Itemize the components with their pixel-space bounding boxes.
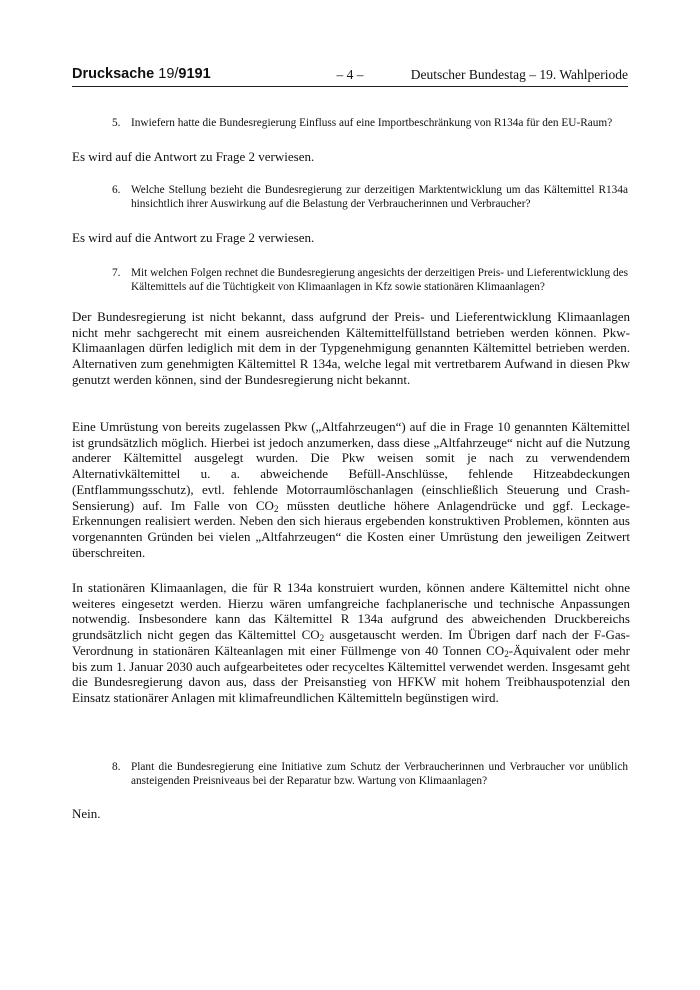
question-number: 8. (112, 761, 121, 773)
answer-5: Es wird auf die Antwort zu Frage 2 verwiesen. (72, 149, 315, 164)
answer-7-paragraph-3: In stationären Klimaanlagen, die für R 134a konstruiert wurden, können andere Kältemittel nicht ohne weiteres eingesetzt werden. Hierzu wären umfangreiche fachplanerische und technische Anpassungen notwendig. Insbesondere kann das Kältemittel R 134a aufgrund des abweichenden Druckbereichs grundsätzlich nicht gegen das Kältemittel $CO_2$ ausgetauscht werden. Im Übrigen darf nach der F-Gas-Verordnung in stationären Kälteanlagen mit einer Füllmenge von 40 Tonnen $CO_2$-Äquivalent oder mehr bis zum 1. Januar 2030 auch aufgearbeitetes oder recyceltes Kältemittel verwendet werden. Insgesamt geht die Bundesregierung davon aus, dass der Preisanstieg von HFKW mit hohem Treibhauspotenzial den Einsatz stationärer Anlagen mit klimafreundlichen Kältemitteln begünstigen wird. (72, 580, 630, 705)
doc-series: 19/ (158, 66, 179, 82)
question-text: Welche Stellung bezieht die Bundesregierung zur derzeitigen Marktentwicklung um das Kältemittel R134a hinsichtlich ihrer Auswirkung auf die Belastung der Verbraucherinnen und Verbraucher? (131, 184, 628, 211)
question-number: 5. (112, 117, 121, 129)
answer-6: Es wird auf die Antwort zu Frage 2 verwiesen. (72, 230, 315, 245)
answer-7-paragraph-1: Der Bundesregierung ist nicht bekannt, dass aufgrund der Preis- und Lieferentwicklung Klimaanlagen nicht mehr sachgerecht mit einem ausreichenden Kältemittelfüllstand betrieben werden können. Pkw-Klimaanlagen dürfen lediglich mit dem in der Typgenehmigung genannten Kältemittel betrieben werden. Alternativen zum genehmigten Kältemittel R 134a, welche legal mit vertretbarem Aufwand in diesen Pkw genutzt werden können, sind der Bundesregierung nicht bekannt. (72, 309, 630, 387)
institution-label: Deutscher Bundestag – 19. Wahlperiode (410, 67, 628, 82)
question-text: Plant die Bundesregierung eine Initiative zum Schutz der Verbraucherinnen und Verbraucher vor unüblich ansteigenden Preisniveaus bei der Reparatur bzw. Wartung von Klimaanlagen? (131, 761, 628, 788)
answer-8: Nein. (72, 806, 101, 821)
question-number: 7. (112, 267, 121, 279)
question-8 (112, 760, 628, 788)
doc-number: 9191 (178, 66, 211, 82)
page-header (72, 66, 628, 87)
page-number: – 4 – (336, 67, 364, 82)
question-text: Mit welchen Folgen rechnet die Bundesregierung angesichts der derzeitigen Preis- und Lieferentwicklung des Kältemittels auf die Tüchtigkeit von Klimaanlagen in Kfz sowie stationären Klimaanlagen? (131, 267, 628, 294)
question-5 (112, 116, 628, 130)
answer-7-paragraph-2: Eine Umrüstung von bereits zugelassen Pkw („Altfahrzeugen“) auf die in Frage 10 genannten Kältemittel ist grundsätzlich möglich. Hierbei ist jedoch anzumerken, dass diese „Altfahrzeuge“ nicht auf die Nutzung anderer Kältemittel ausgelegt wurden. Die Pkw weisen somit je nach zu verwendendem Alternativkältemittel u. a. abweichende Befüll-Anschlüsse, fehlende Hitzeabdeckungen (Entflammungsschutz), evtl. fehlende Motorraumlöschanlagen (einschließlich Steuerung und Crash-Sensierung) auf. Im Falle von $CO_2$ müssten deutliche höhere Anlagendrücke und ggf. Leckage-Erkennungen realisiert werden. Neben den sich hieraus ergebenden konstruktiven Problemen, könnten aus vorgenannten Gründen bei vielen „Altfahrzeugen“ die Kosten einer Umrüstung den jeweiligen Zeitwert überschreiten. (72, 419, 630, 560)
question-text: Inwiefern hatte die Bundesregierung Einfluss auf eine Importbeschränkung von R134a für den EU-Raum? (131, 117, 613, 129)
question-7 (112, 266, 628, 294)
question-6 (112, 183, 628, 211)
doc-label: Drucksache (72, 66, 155, 82)
question-number: 6. (112, 184, 121, 196)
